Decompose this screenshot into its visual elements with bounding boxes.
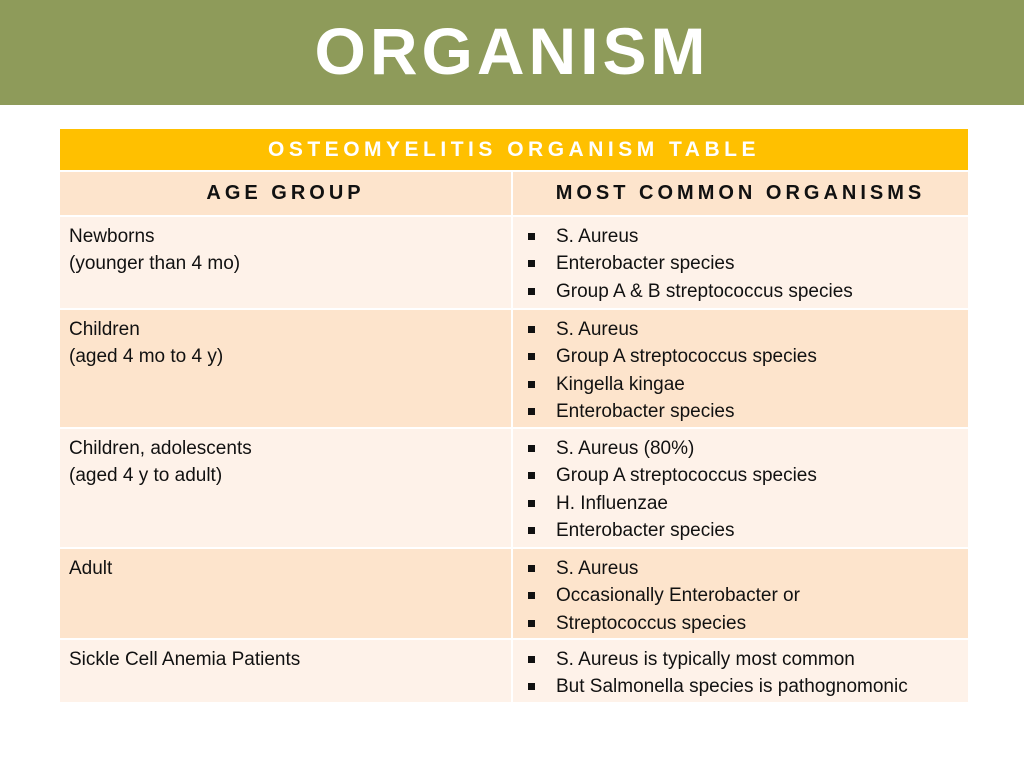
list-item [522, 610, 959, 637]
age-group-label: Children [69, 319, 140, 340]
list-item [522, 343, 959, 370]
table-row [60, 640, 968, 704]
square-bullet-icon [528, 381, 535, 388]
square-bullet-icon [528, 683, 535, 690]
list-item [522, 646, 959, 673]
organism-name: Enterobacter species [556, 400, 735, 422]
organisms-cell [513, 429, 968, 547]
square-bullet-icon [528, 500, 535, 507]
organism-list [522, 646, 959, 701]
list-item [522, 517, 959, 544]
organism-name: Group A & B streptococcus species [556, 280, 853, 302]
organism-name: Kingella kingae [556, 373, 685, 395]
list-item [522, 316, 959, 343]
list-item [522, 462, 959, 489]
list-item [522, 490, 959, 517]
list-item [522, 371, 959, 398]
age-group-label: Sickle Cell Anemia Patients [69, 649, 301, 670]
table-row [60, 429, 968, 549]
organism-name: Group A streptococcus species [556, 346, 817, 368]
square-bullet-icon [528, 565, 535, 572]
organism-name: S. Aureus [556, 319, 639, 340]
organism-list [522, 223, 959, 305]
list-item [522, 582, 959, 609]
organism-name: H. Influenzae [556, 492, 668, 514]
square-bullet-icon [528, 592, 535, 599]
age-group-cell [60, 310, 513, 427]
list-item [522, 435, 959, 462]
age-group-range: (aged 4 mo to 4 y) [69, 346, 224, 368]
header-age-group: AGE GROUP [60, 172, 513, 215]
square-bullet-icon [528, 408, 535, 415]
organism-table [60, 129, 968, 704]
organism-name: Enterobacter species [556, 519, 735, 541]
square-bullet-icon [528, 445, 535, 452]
square-bullet-icon [528, 260, 535, 267]
organisms-cell [513, 217, 968, 308]
organisms-cell [513, 640, 968, 702]
age-group-label: Adult [69, 558, 113, 579]
table-header-row [60, 170, 968, 217]
table-caption: OSTEOMYELITIS ORGANISM TABLE [60, 129, 968, 170]
organism-name: Streptococcus species [556, 612, 747, 634]
age-group-label: Children, adolescents [69, 438, 252, 459]
organism-name: Group A streptococcus species [556, 465, 817, 487]
square-bullet-icon [528, 620, 535, 627]
table-row [60, 217, 968, 310]
organisms-cell [513, 310, 968, 427]
age-group-label: Newborns [69, 226, 155, 247]
organism-list [522, 435, 959, 544]
organism-list [522, 555, 959, 637]
square-bullet-icon [528, 233, 535, 240]
list-item [522, 398, 959, 425]
square-bullet-icon [528, 527, 535, 534]
age-group-range: (younger than 4 mo) [69, 253, 241, 275]
header-most-common-organisms: MOST COMMON ORGANISMS [555, 182, 926, 204]
age-group-cell [60, 640, 513, 702]
organism-name: S. Aureus is typically most common [556, 649, 855, 670]
organism-name: Occasionally Enterobacter or [556, 585, 800, 607]
age-group-cell [60, 429, 513, 547]
list-item [522, 223, 959, 250]
list-item [522, 250, 959, 277]
age-group-cell [60, 217, 513, 308]
square-bullet-icon [528, 353, 535, 360]
age-group-cell [60, 549, 513, 638]
list-item [522, 673, 959, 700]
square-bullet-icon [528, 472, 535, 479]
title-banner [0, 0, 1024, 105]
organism-name: But Salmonella species is pathognomonic [556, 676, 908, 698]
organism-list [522, 316, 959, 425]
organisms-cell [513, 549, 968, 638]
organism-name: S. Aureus [556, 558, 639, 579]
age-group-range: (aged 4 y to adult) [69, 465, 223, 487]
table-row [60, 310, 968, 429]
list-item [522, 278, 959, 305]
list-item [522, 555, 959, 582]
organism-name: S. Aureus [556, 226, 639, 247]
table-row [60, 549, 968, 640]
square-bullet-icon [528, 288, 535, 295]
square-bullet-icon [528, 326, 535, 333]
slide-title: ORGANISM [314, 13, 710, 88]
square-bullet-icon [528, 656, 535, 663]
organism-name: S. Aureus (80%) [556, 438, 695, 459]
organism-name: Enterobacter species [556, 253, 735, 275]
